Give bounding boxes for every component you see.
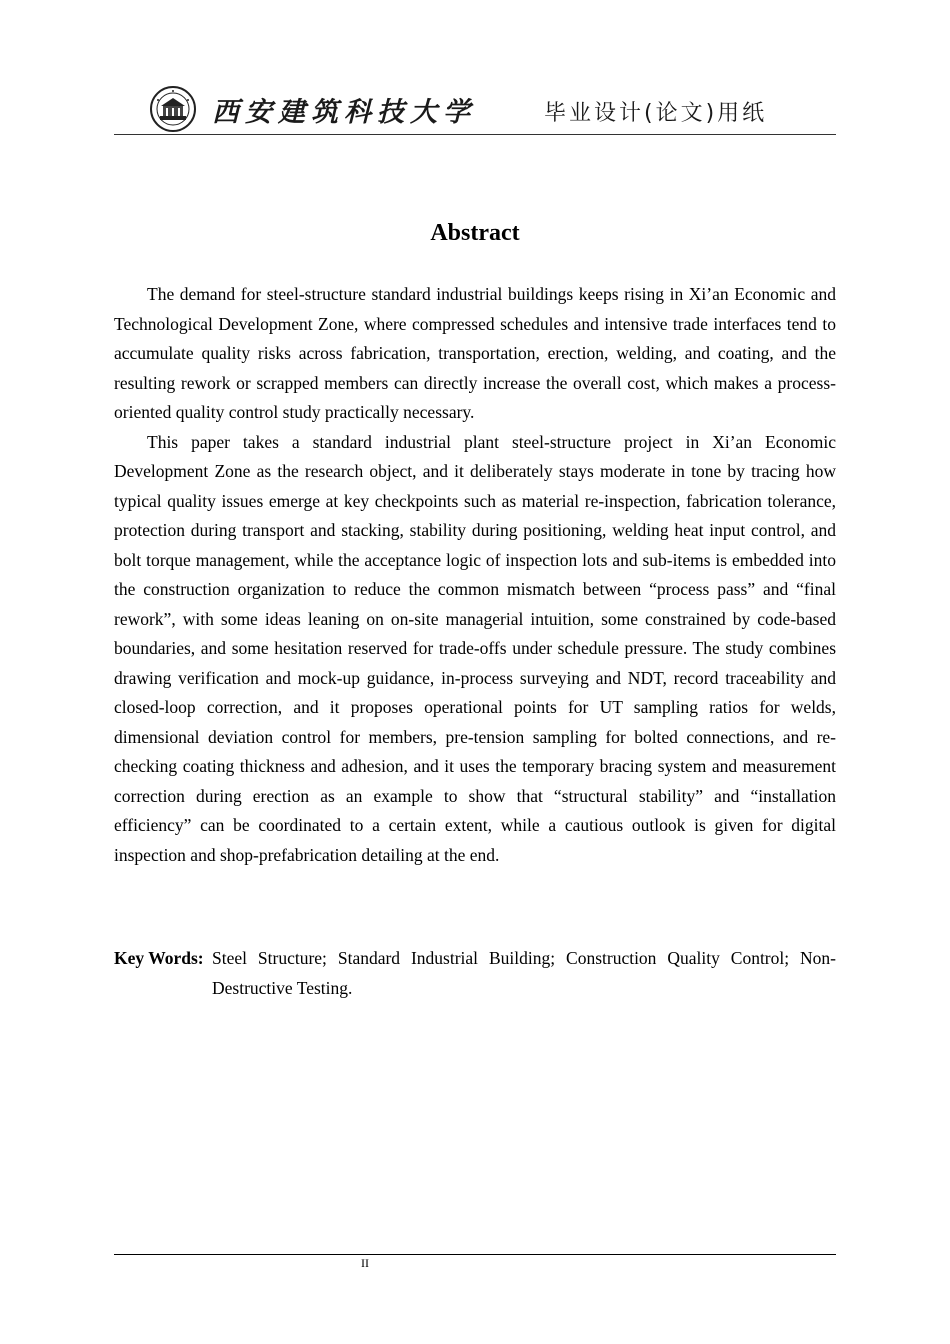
paper-type-title: 毕业设计(论文)用纸 bbox=[544, 101, 768, 126]
university-seal-icon bbox=[150, 86, 196, 132]
header-divider bbox=[114, 134, 836, 135]
abstract-paragraph: The demand for steel-structure standard industrial buildings keeps rising in Xi’an Economic and Technological Development Zone, where compressed schedules and intensive trade interfaces tend to accumulate quality risks across fabrication, transportation, erection, welding, and coating, and the resulting rework or scrapped members can directly increase the overall cost, which makes a process-oriented quality control study practically necessary. bbox=[114, 284, 836, 422]
abstract-title: Abstract bbox=[430, 220, 520, 246]
abstract-body bbox=[114, 280, 836, 870]
footer-divider bbox=[114, 1254, 836, 1255]
page-header bbox=[114, 82, 836, 134]
keywords-text: Steel Structure; Standard Industrial Building; Construction Quality Control; Non-Destructive Testing. bbox=[212, 948, 836, 998]
university-name: 西安建筑科技大学 bbox=[212, 97, 476, 128]
keywords-label: Key Words: bbox=[114, 948, 204, 968]
page-number: II bbox=[361, 1256, 369, 1270]
keywords-section bbox=[114, 944, 836, 1003]
abstract-paragraph: This paper takes a standard industrial plant steel-structure project in Xi’an Economic Development Zone as the research object, and it deliberately stays moderate in tone by tracing how typical quality issues emerge at key checkpoints such as material re-inspection, fabrication tolerance, protection during transport and stacking, stability during positioning, welding heat input control, and bolt torque management, while the acceptance logic of inspection lots and sub-items is embedded into the construction organization to reduce the common mismatch between “process pass” and “final rework”, with some ideas leaning on on-site managerial intuition, some constrained by code-based boundaries, and some hesitation reserved for trade-offs under schedule pressure. The study combines drawing verification and mock-up guidance, in-process surveying and NDT, record traceability and closed-loop correction, and it proposes operational points for UT sampling ratios for welds, dimensional deviation control for members, pre-tension sampling for bolted connections, and re-checking coating thickness and adhesion, and it uses the temporary bracing system and measurement correction during erection as an example to show that “structural stability” and “installation efficiency” can be coordinated to a certain extent, while a cautious outlook is given for digital inspection and shop-prefabrication detailing at the end. bbox=[114, 431, 836, 865]
